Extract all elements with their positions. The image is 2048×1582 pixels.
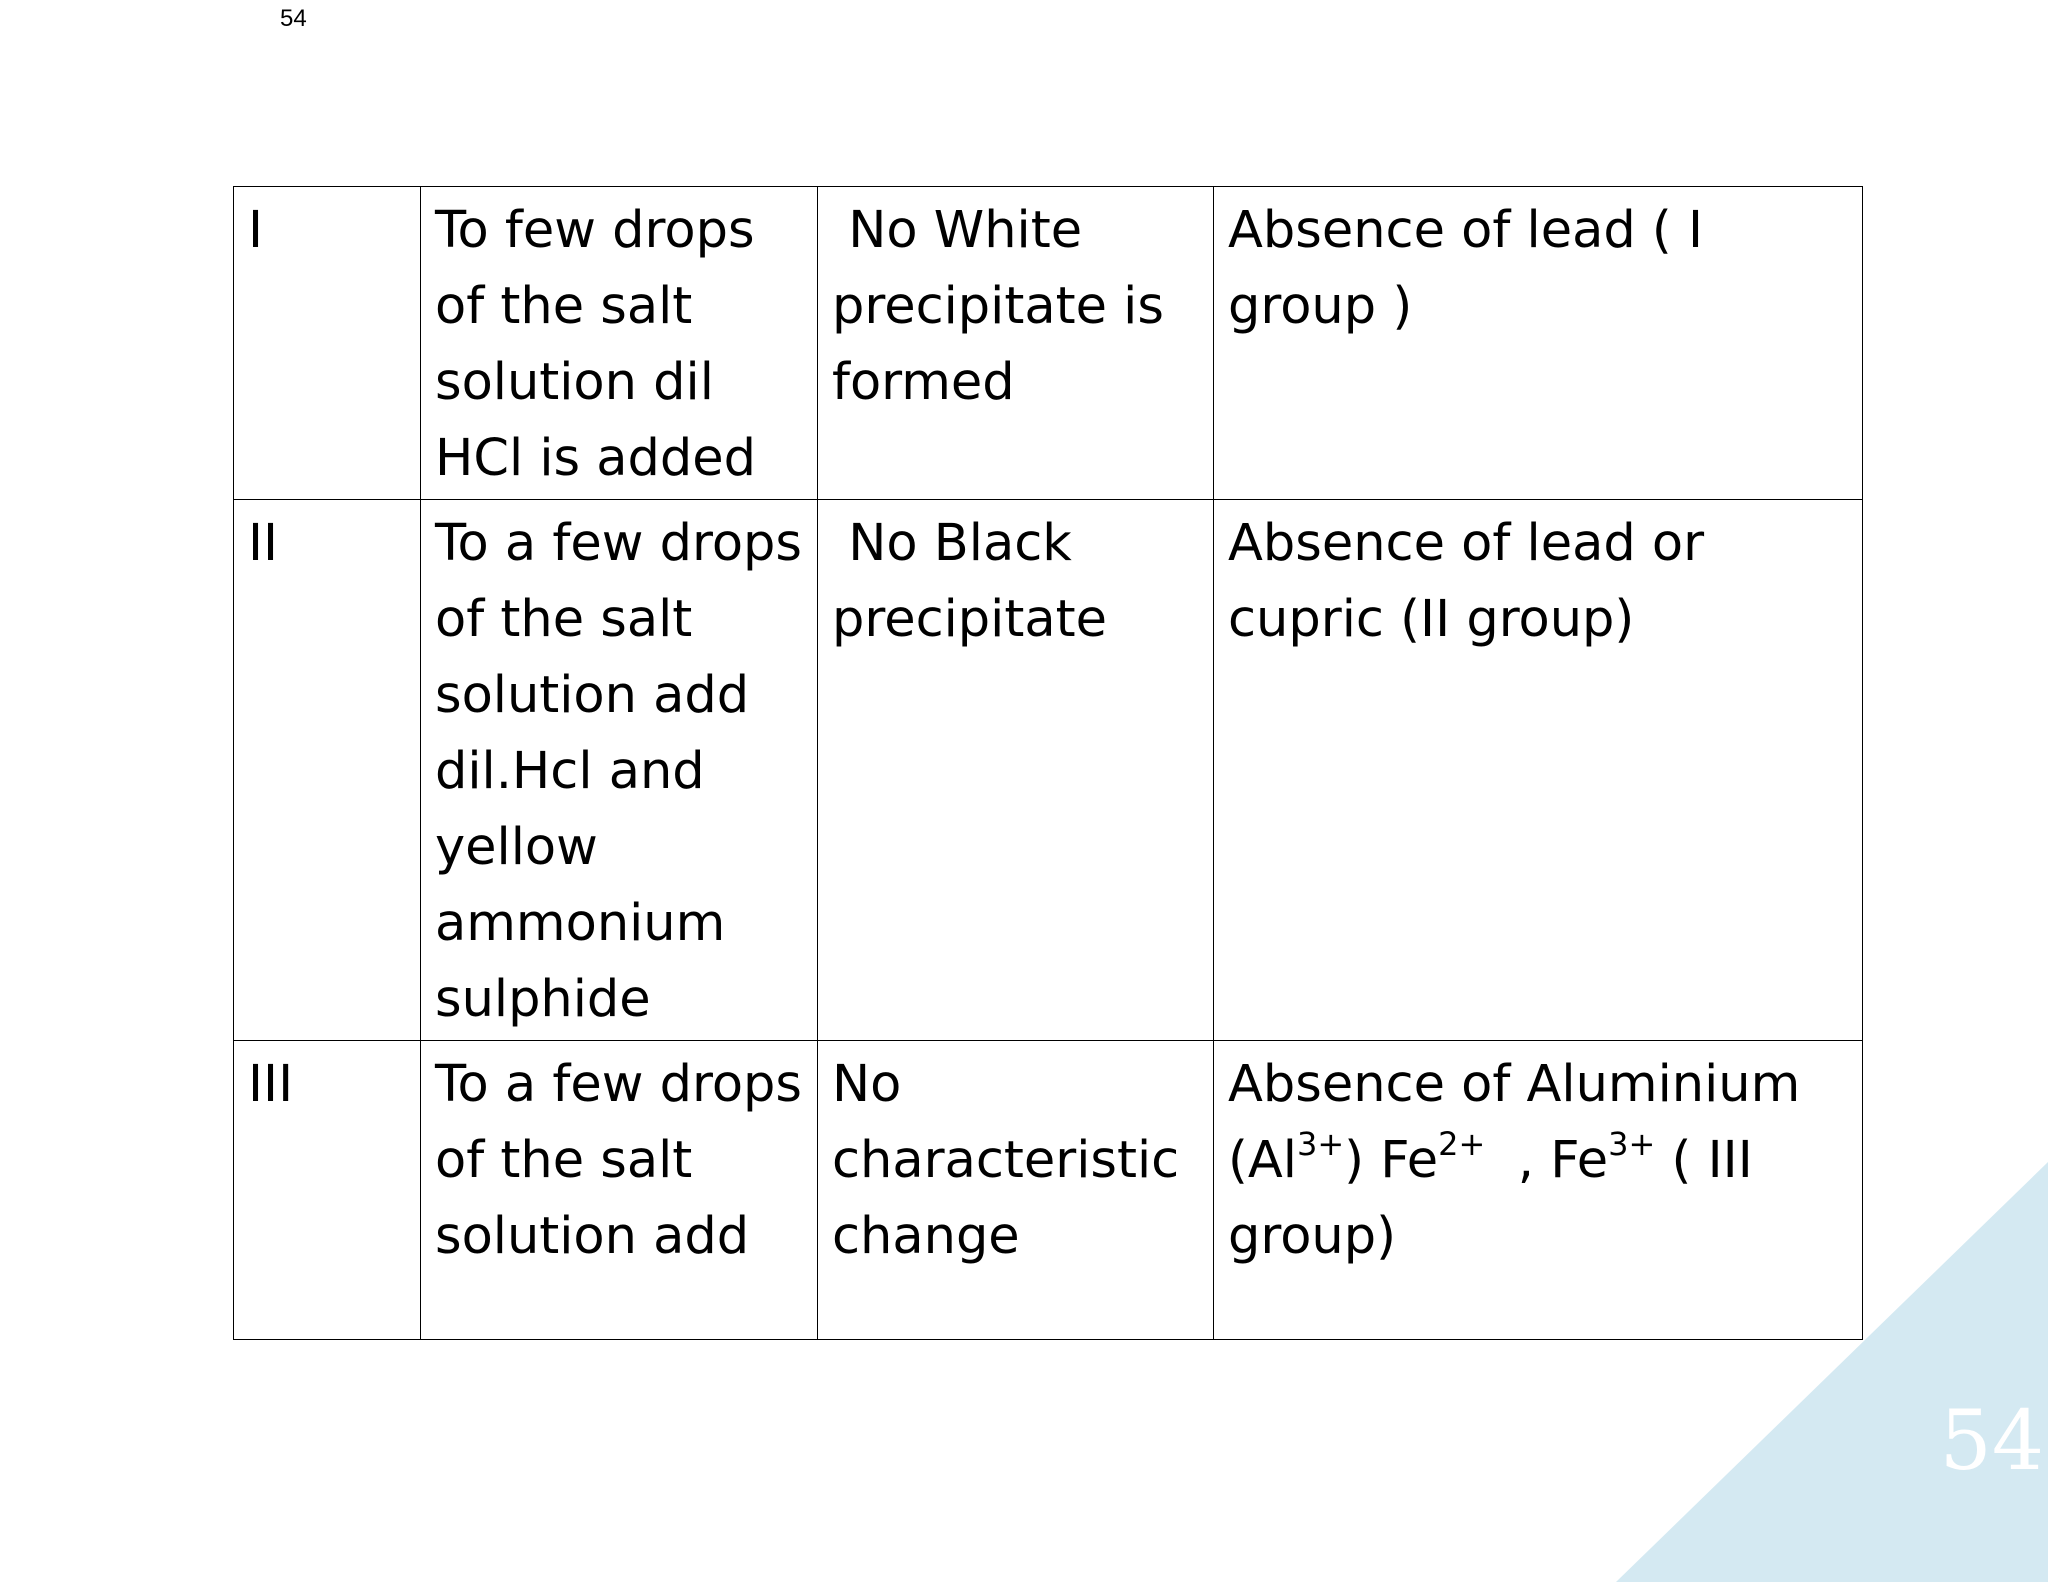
page-number-top: 54 <box>280 5 307 32</box>
table-row <box>234 1041 1863 1340</box>
inference-text-part: , Fe <box>1485 1131 1609 1190</box>
row-number-cell: II <box>234 500 421 1041</box>
experiment-cell: To few drops of the salt solution dil HCl is added <box>421 187 818 500</box>
observation-text: No Black precipitate <box>832 514 1107 649</box>
table-row <box>234 500 1863 1041</box>
experiment-cell: To a few drops of the salt solution add <box>421 1041 818 1340</box>
corner-page-number: 54 <box>1939 1394 2044 1489</box>
observation-cell: No characteristic change <box>818 1041 1214 1340</box>
table-row <box>234 187 1863 500</box>
row-number-cell: III <box>234 1041 421 1340</box>
inference-cell: Absence of lead or cupric (II group) <box>1214 500 1863 1041</box>
ferric-charge: 3+ <box>1608 1125 1656 1163</box>
experiment-cell: To a few drops of the salt solution add dil.Hcl and yellow ammonium sulphide <box>421 500 818 1041</box>
row-number-cell: I <box>234 187 421 500</box>
inference-text-part: ( III group) <box>1228 1131 1753 1266</box>
observation-cell <box>818 500 1214 1041</box>
inference-text-part: ) Fe <box>1344 1131 1439 1190</box>
observation-cell <box>818 187 1214 500</box>
observation-text: No White precipitate is formed <box>832 201 1164 412</box>
group-analysis-table <box>233 186 1863 1340</box>
inference-cell: Absence of lead ( I group ) <box>1214 187 1863 500</box>
aluminium-charge: 3+ <box>1296 1125 1345 1163</box>
inference-text-part: Absence of Aluminium (Al <box>1228 1055 1801 1190</box>
ferrous-charge: 2+ <box>1438 1125 1486 1163</box>
inference-cell <box>1214 1041 1863 1340</box>
